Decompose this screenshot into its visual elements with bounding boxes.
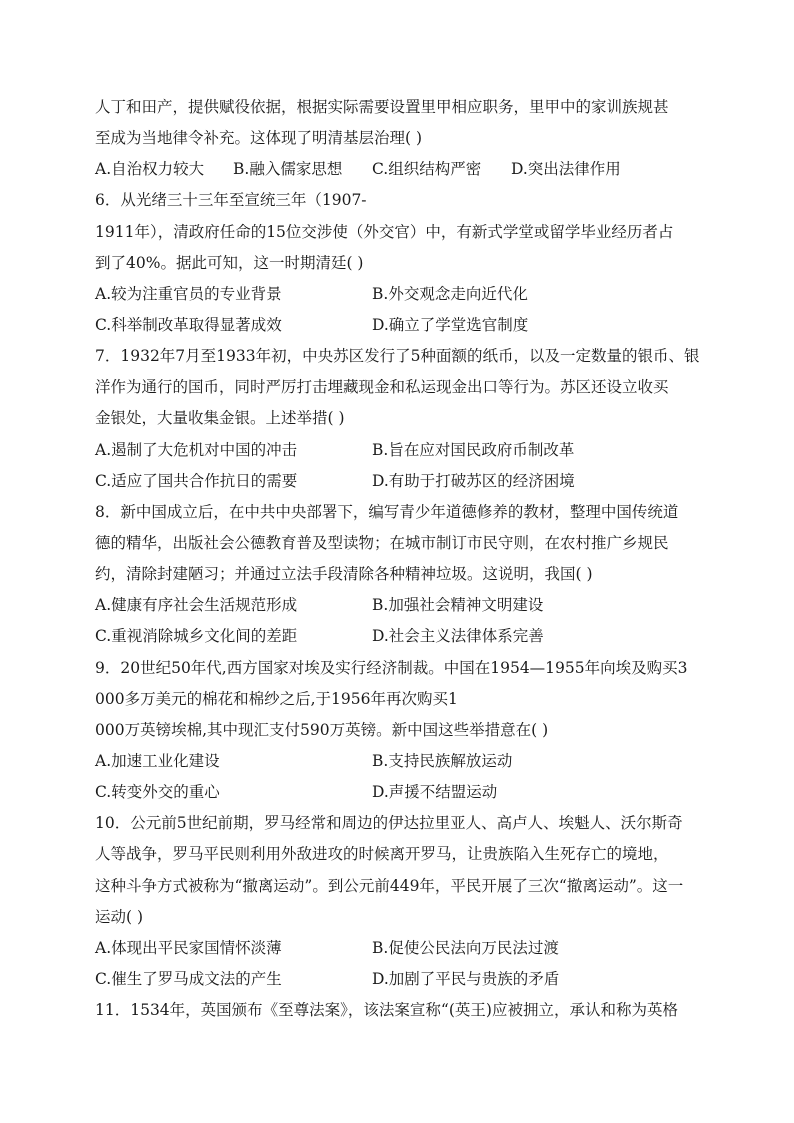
q6-option-a: A.较为注重官员的专业背景	[95, 285, 282, 303]
question-7-stem-line: 金银处，大量收集金银。上述举措( )	[95, 409, 345, 427]
q7-option-d: D.有助于打破苏区的经济困境	[372, 472, 575, 490]
question-7-stem-line: 7．1932年7月至1933年初，中央苏区发行了5种面额的纸币，以及一定数量的银币、银	[95, 347, 700, 365]
q6-option-d: D.确立了学堂选官制度	[372, 316, 529, 334]
q10-option-a: A.体现出平民家国情怀淡薄	[95, 939, 282, 957]
q8-option-b: B.加强社会精神文明建设	[372, 596, 544, 614]
q7-option-b: B.旨在应对国民政府币制改革	[372, 441, 575, 459]
question-5-stem-line: 至成为当地律令补充。这体现了明清基层治理( )	[95, 129, 423, 147]
q9-option-b: B.支持民族解放运动	[372, 752, 513, 770]
q5-option-a: A.自治权力较大	[95, 160, 205, 178]
question-6-stem-line: 6．从光绪三十三年至宣统三年（1907-	[95, 191, 367, 209]
q8-option-c: C.重视消除城乡文化间的差距	[95, 627, 298, 645]
question-6-stem-line: 到了40%。据此可知，这一时期清廷( )	[95, 254, 364, 272]
q7-option-a: A.遏制了大危机对中国的冲击	[95, 441, 298, 459]
question-5-stem-line: 人丁和田产，提供赋役依据，根据实际需要设置里甲相应职务，里甲中的家训族规甚	[95, 98, 669, 116]
q6-option-b: B.外交观念走向近代化	[372, 285, 528, 303]
question-8-stem-line: 德的精华，出版社会公德教育普及型读物；在城市制订市民守则，在农村推广乡规民	[95, 534, 669, 552]
q5-option-b: B.融入儒家思想	[233, 160, 343, 178]
question-8-stem-line: 约，清除封建陋习；并通过立法手段清除各种精神垃圾。这说明，我国( )	[95, 565, 593, 583]
q10-option-b: B.促使公民法向万民法过渡	[372, 939, 559, 957]
q9-option-c: C.转变外交的重心	[95, 783, 220, 801]
question-10-stem-line: 10．公元前5世纪前期，罗马经常和周边的伊达拉里亚人、高卢人、埃魁人、沃尔斯奇	[95, 814, 683, 832]
question-9-stem-line: 000万英镑埃棉,其中现汇支付590万英镑。新中国这些举措意在( )	[95, 721, 549, 739]
q8-option-d: D.社会主义法律体系完善	[372, 627, 544, 645]
question-9-stem-line: 000多万美元的棉花和棉纱之后,于1956年再次购买1	[95, 690, 458, 708]
question-10-stem-line: 这种斗争方式被称为“撤离运动”。到公元前449年，平民开展了三次“撤离运动”。这一	[95, 877, 684, 895]
q9-option-a: A.加速工业化建设	[95, 752, 220, 770]
q6-option-c: C.科举制改革取得显著成效	[95, 316, 282, 334]
question-6-stem-line: 1911年），清政府任命的15位交涉使（外交官）中，有新式学堂或留学毕业经历者占	[95, 223, 674, 241]
q10-option-c: C.催生了罗马成文法的产生	[95, 970, 282, 988]
q7-option-c: C.适应了国共合作抗日的需要	[95, 472, 298, 490]
q10-option-d: D.加剧了平民与贵族的矛盾	[372, 970, 560, 988]
q5-option-c: C.组织结构严密	[372, 160, 482, 178]
q8-option-a: A.健康有序社会生活规范形成	[95, 596, 298, 614]
question-8-stem-line: 8．新中国成立后，在中共中央部署下，编写青少年道德修养的教材，整理中国传统道	[95, 503, 679, 521]
q9-option-d: D.声援不结盟运动	[372, 783, 498, 801]
question-9-stem-line: 9．20世纪50年代,西方国家对埃及实行经济制裁。中国在1954—1955年向埃及购买3	[95, 659, 688, 677]
question-11-stem-line: 11．1534年，英国颁布《至尊法案》，该法案宣称“(英王)应被拥立，承认和称为英格	[95, 1001, 678, 1019]
question-10-stem-line: 运动( )	[95, 908, 144, 926]
question-10-stem-line: 人等战争，罗马平民则利用外敌进攻的时候离开罗马，让贵族陷入生死存亡的境地，	[95, 845, 669, 863]
question-7-stem-line: 洋作为通行的国币，同时严厉打击埋藏现金和私运现金出口等行为。苏区还设立收买	[95, 378, 669, 396]
q5-option-d: D.突出法律作用	[511, 160, 621, 178]
